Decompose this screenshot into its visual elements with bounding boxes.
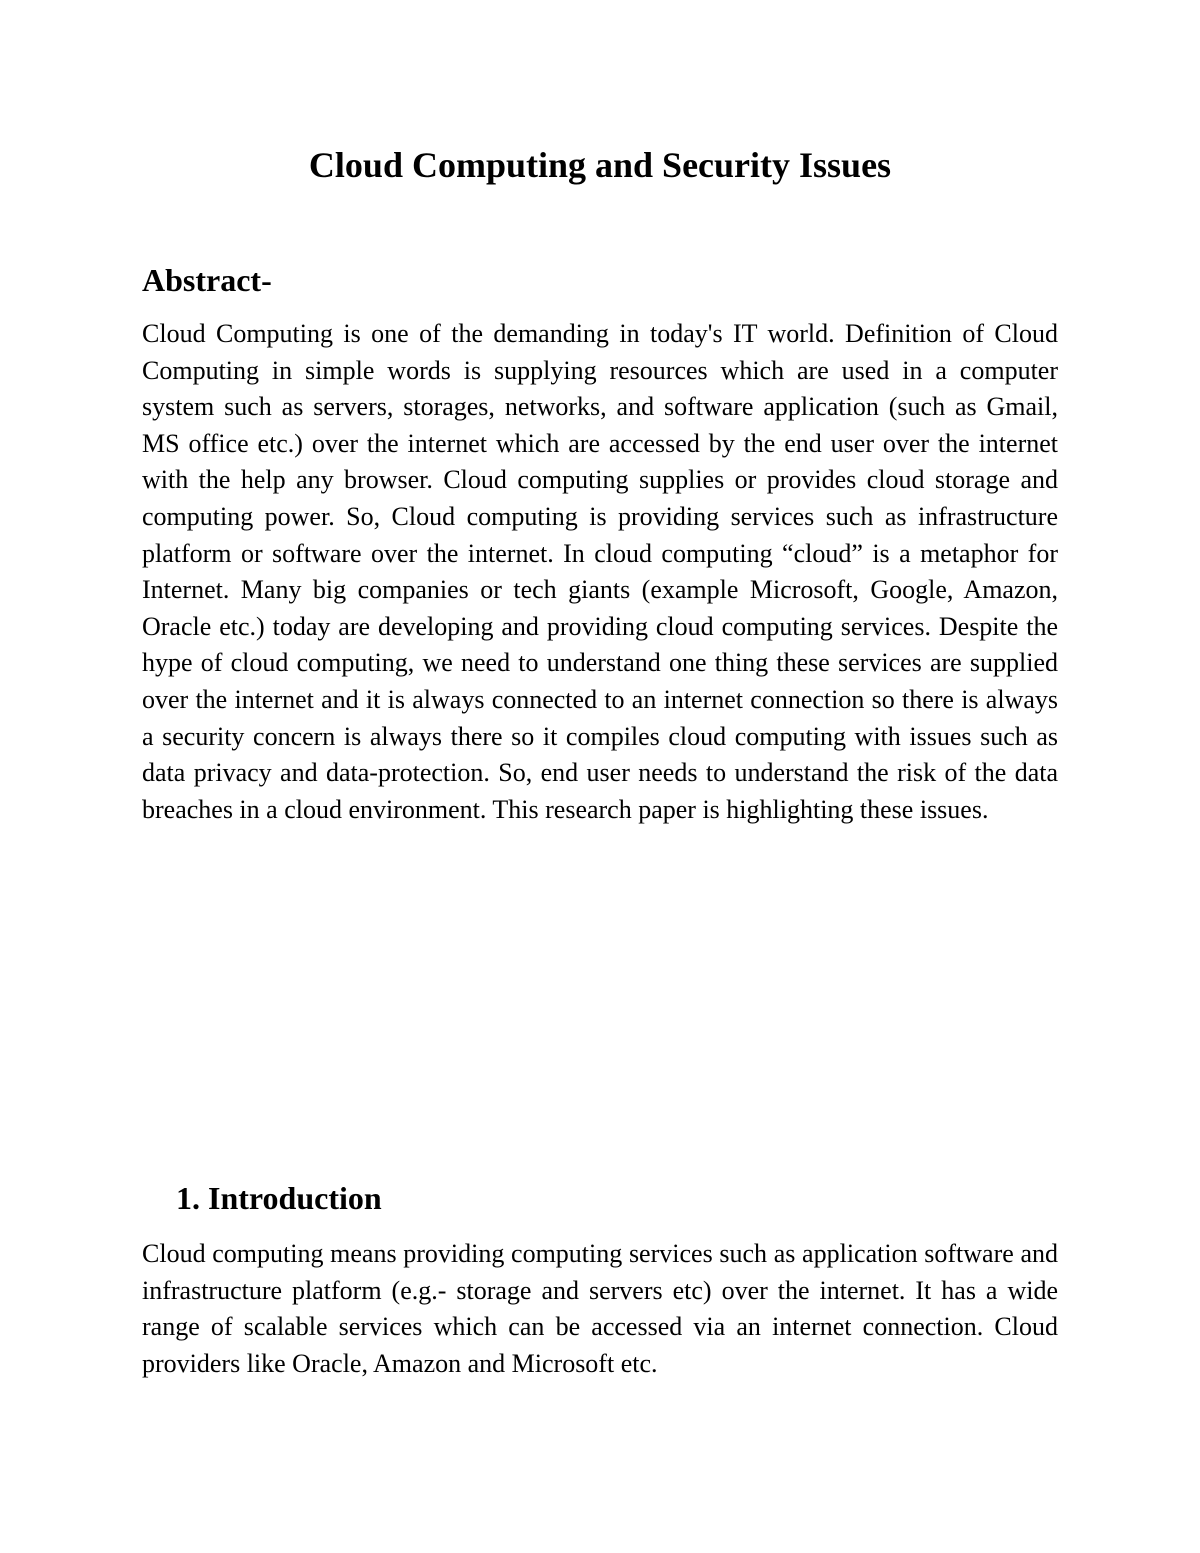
abstract-paragraph: Cloud Computing is one of the demanding in today's IT world. Definition of Cloud Computing in simple words is supplying resources which are used in a computer system such as servers, storages, networks, and software application (such as Gmail, MS office etc.) over the internet which are accessed by the end user over the internet with the help any browser. Cloud computing supplies or provides cloud storage and computing power. So, Cloud computing is providing services such as infrastructure platform or software over the internet. In cloud computing “cloud” is a metaphor for Internet. Many big companies or tech giants (example Microsoft, Google, Amazon, Oracle etc.) today are developing and providing cloud computing services. Despite the hype of cloud computing, we need to understand one thing these services are supplied over the internet and it is always connected to an internet connection so there is always a security concern is always there so it compiles cloud computing with issues such as data privacy and data-protection. So, end user needs to understand the risk of the data breaches in a cloud environment. This research paper is highlighting these issues. (142, 319, 1058, 824)
abstract-heading: Abstract- (142, 262, 272, 298)
introduction-paragraph: Cloud computing means providing computing services such as application software and infrastructure platform (e.g.- storage and servers etc) over the internet. It has a wide range of scalable services which can be accessed via an internet connection. Cloud providers like Oracle, Amazon and Microsoft etc. (142, 1239, 1058, 1378)
document-title: Cloud Computing and Security Issues (308, 145, 892, 185)
introduction-heading: 1. Introduction (176, 1180, 382, 1216)
